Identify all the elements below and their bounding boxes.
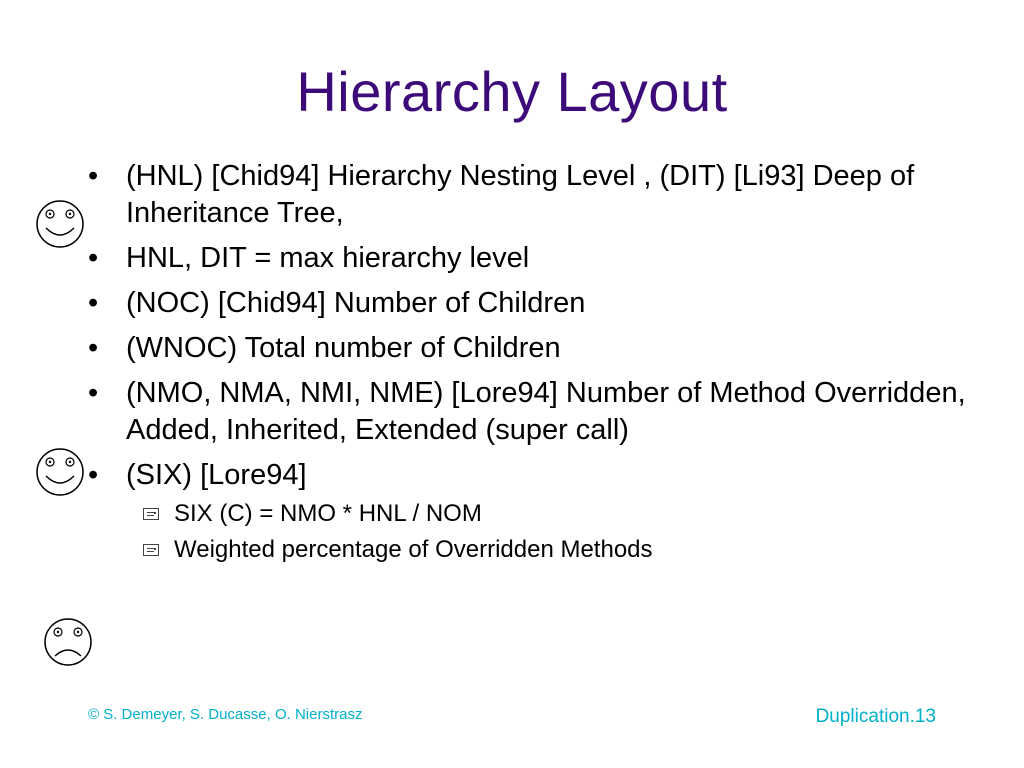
bullet-marker: • — [88, 287, 99, 319]
bullet-marker: • — [88, 160, 99, 192]
bullet-item — [88, 158, 968, 232]
sub-bullet-text: SIX (C) = NMO * HNL / NOM — [174, 500, 482, 527]
sub-bullet-text: Weighted percentage of Overridden Methods — [174, 536, 653, 563]
sub-bullet-item — [142, 496, 968, 532]
bullet-marker: • — [88, 332, 99, 364]
bullet-marker: • — [88, 242, 99, 274]
happy-face-icon — [34, 198, 86, 250]
footer-copyright: © S. Demeyer, S. Ducasse, O. Nierstrasz — [88, 706, 363, 723]
footer-page-label: Duplication.13 — [815, 706, 936, 727]
bullet-text: (NMO, NMA, NMI, NME) [Lore94] Number of Method Overridden, Added, Inherited, Extended (super call) — [126, 377, 966, 446]
sub-bullet-item — [142, 532, 968, 568]
sub-bullet-list — [126, 496, 968, 568]
sad-face-icon — [42, 616, 94, 668]
bullet-marker: • — [88, 377, 99, 409]
slide-title: Hierarchy Layout — [296, 60, 728, 123]
note-icon — [143, 508, 159, 520]
bullet-item — [88, 375, 968, 449]
bullet-item — [88, 285, 968, 322]
bullet-item — [88, 330, 968, 367]
bullet-marker: • — [88, 459, 99, 491]
happy-face-icon — [34, 446, 86, 498]
bullet-text: HNL, DIT = max hierarchy level — [126, 242, 530, 274]
bullet-list — [88, 158, 968, 576]
note-icon — [143, 544, 159, 556]
bullet-text: (HNL) [Chid94] Hierarchy Nesting Level , (DIT) [Li93] Deep of Inheritance Tree, — [126, 160, 915, 229]
bullet-text: (NOC) [Chid94] Number of Children — [126, 287, 586, 319]
bullet-text: (SIX) [Lore94] — [126, 459, 307, 491]
bullet-item — [88, 240, 968, 277]
bullet-text: (WNOC) Total number of Children — [126, 332, 561, 364]
bullet-item — [88, 457, 968, 568]
